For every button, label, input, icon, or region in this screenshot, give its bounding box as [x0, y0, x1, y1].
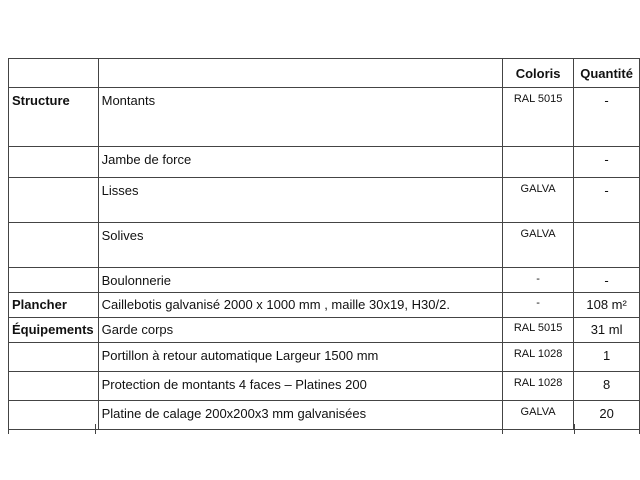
table-continuation-stubs: [8, 424, 640, 434]
row-coloris: RAL 5015: [502, 88, 573, 147]
table-row: [9, 268, 640, 293]
row-category: [9, 178, 99, 223]
header-quantite: Quantité: [574, 59, 640, 88]
table-row: [9, 293, 640, 318]
table-row: [9, 372, 640, 401]
row-coloris: -: [502, 268, 573, 293]
row-description: Montants: [98, 88, 502, 147]
row-category: Plancher: [9, 293, 99, 318]
equipment-table: [8, 58, 640, 430]
row-quantite: -: [574, 268, 640, 293]
table-row: [9, 147, 640, 178]
table-row: [9, 343, 640, 372]
row-description: Lisses: [98, 178, 502, 223]
row-category: [9, 372, 99, 401]
row-coloris: RAL 5015: [502, 318, 573, 343]
row-description: Solives: [98, 223, 502, 268]
row-category: Structure: [9, 88, 99, 147]
row-coloris: RAL 1028: [502, 372, 573, 401]
row-quantite: 1: [574, 343, 640, 372]
row-description: Jambe de force: [98, 147, 502, 178]
table-row: [9, 223, 640, 268]
row-description: Garde corps: [98, 318, 502, 343]
table-header-row: [9, 59, 640, 88]
header-coloris: Coloris: [502, 59, 573, 88]
row-coloris: -: [502, 293, 573, 318]
row-description: Protection de montants 4 faces – Platines 200: [98, 372, 502, 401]
row-quantite: 8: [574, 372, 640, 401]
row-category: [9, 223, 99, 268]
cropped-heading-row: [8, 40, 640, 48]
row-quantite: 20: [574, 401, 640, 430]
row-quantite: -: [574, 178, 640, 223]
row-coloris: [502, 147, 573, 178]
row-description: Boulonnerie: [98, 268, 502, 293]
table-row: [9, 88, 640, 147]
table-row: [9, 318, 640, 343]
row-description: Portillon à retour automatique Largeur 1500 mm: [98, 343, 502, 372]
row-quantite: -: [574, 88, 640, 147]
header-category: [9, 59, 99, 88]
row-quantite: 31 ml: [574, 318, 640, 343]
row-description: Platine de calage 200x200x3 mm galvanisées: [98, 401, 502, 430]
row-coloris: RAL 1028: [502, 343, 573, 372]
row-category: [9, 343, 99, 372]
row-description: Caillebotis galvanisé 2000 x 1000 mm , maille 30x19, H30/2.: [98, 293, 502, 318]
row-category: [9, 147, 99, 178]
row-category: Équipements: [9, 318, 99, 343]
row-coloris: GALVA: [502, 178, 573, 223]
header-description: [98, 59, 502, 88]
row-coloris: GALVA: [502, 401, 573, 430]
row-coloris: GALVA: [502, 223, 573, 268]
row-quantite: [574, 223, 640, 268]
row-quantite: -: [574, 147, 640, 178]
row-quantite: 108 m²: [574, 293, 640, 318]
row-category: [9, 268, 99, 293]
table-row: [9, 178, 640, 223]
